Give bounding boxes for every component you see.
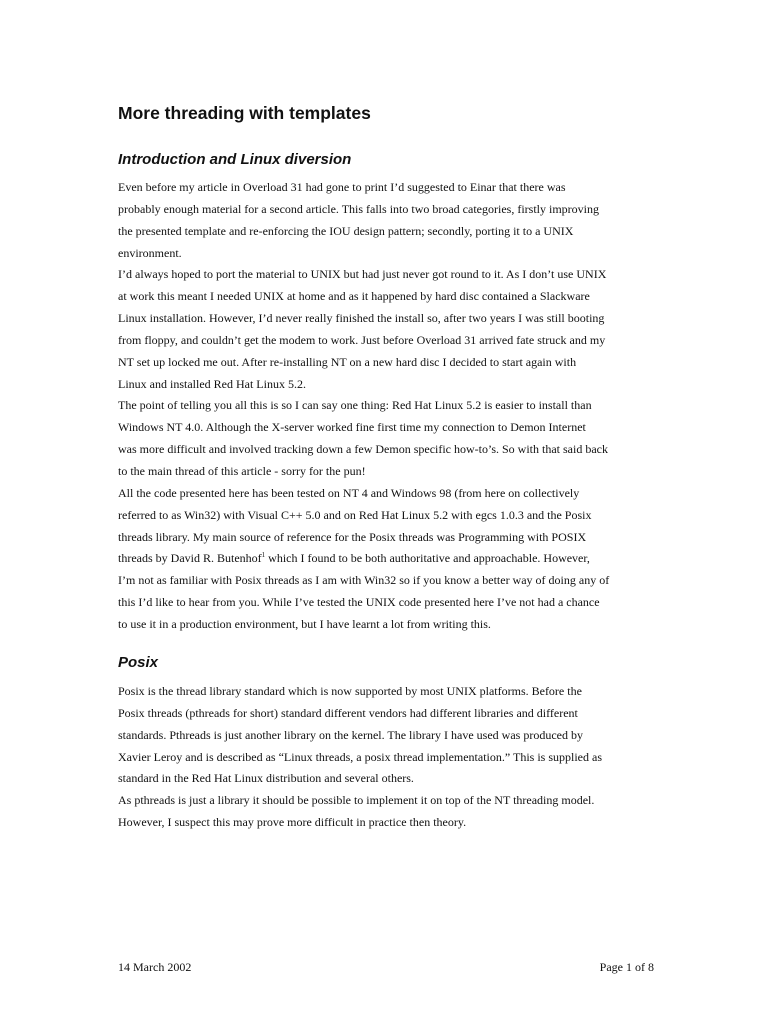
paragraph-line: referred to as Win32) with Visual C++ 5.0 and on Red Hat Linux 5.2 with egcs 1.0.3 and the Posix	[118, 507, 592, 522]
footnote-marker: 1	[261, 551, 266, 560]
paragraph-line: standards. Pthreads is just another library on the kernel. The library I have used was produced by	[118, 727, 583, 742]
paragraph-line: to the main thread of this article - sorry for the pun!	[118, 463, 366, 478]
paragraph-line: Posix threads (pthreads for short) standard different vendors had different libraries and different	[118, 705, 578, 720]
paragraph-line: Windows NT 4.0. Although the X-server worked fine first time my connection to Demon Internet	[118, 420, 586, 435]
paragraph-line: the presented template and re-enforcing the IOU design pattern; secondly, porting it to a UNIX	[118, 223, 574, 238]
paragraph-line: The point of telling you all this is so I can say one thing: Red Hat Linux 5.2 is easier to install than	[118, 398, 592, 413]
paragraph-line: I’d always hoped to port the material to UNIX but had just never got round to it. As I don’t use UNIX	[118, 267, 607, 282]
footer-page-number: Page 1 of 8	[599, 960, 654, 974]
footnote-line-text-after: which I found to be both authoritative and approachable. However,	[265, 551, 590, 566]
paragraph-line: environment.	[118, 245, 182, 260]
paragraph-line: Xavier Leroy and is described as “Linux threads, a posix thread implementation.” This is supplied as	[118, 749, 602, 764]
paragraph-line: All the code presented here has been tested on NT 4 and Windows 98 (from here on collectively	[118, 485, 580, 500]
paragraph-line: was more difficult and involved tracking down a few Demon specific how-to’s. So with that said back	[118, 442, 608, 457]
footnote-line-text-before: threads by David R. Butenhof	[118, 551, 262, 566]
paragraph-line: this I’d like to hear from you. While I’ve tested the UNIX code presented here I’ve not had a chance	[118, 595, 600, 610]
paragraph-line-with-footnote	[118, 548, 663, 570]
section-heading-introduction: Introduction and Linux diversion	[118, 151, 352, 168]
paragraph-line: NT set up locked me out. After re-installing NT on a new hard disc I decided to start again with	[118, 354, 577, 369]
paragraph-line: Posix is the thread library standard which is now supported by most UNIX platforms. Before the	[118, 684, 582, 698]
paragraph-line: Linux installation. However, I’d never really finished the install so, after two years I was still booting	[118, 311, 605, 326]
section-body-introduction	[118, 177, 663, 636]
paragraph-line: to use it in a production environment, but I have learnt a lot from writing this.	[118, 616, 491, 631]
paragraph-line: from floppy, and couldn’t get the modem to work. Just before Overload 31 arrived fate struck and my	[118, 332, 606, 347]
paragraph-line: standard in the Red Hat Linux distribution and several others.	[118, 771, 414, 786]
paragraph-line: Linux and installed Red Hat Linux 5.2.	[118, 376, 306, 391]
paragraph-line: threads library. My main source of reference for the Posix threads was Programming with POSIX	[118, 529, 587, 544]
paragraph-line: As pthreads is just a library it should be possible to implement it on top of the NT threading model.	[118, 793, 595, 808]
paragraph-line: at work this meant I needed UNIX at home and as it happened by hard disc contained a Slackware	[118, 289, 590, 304]
paragraph-line: Even before my article in Overload 31 had gone to print I’d suggested to Einar that there was	[118, 180, 566, 194]
section-body-posix	[118, 681, 663, 834]
footer-date: 14 March 2002	[118, 960, 192, 974]
section-heading-posix: Posix	[118, 654, 159, 671]
paragraph-line: I’m not as familiar with Posix threads as I am with Win32 so if you know a better way of doing any of	[118, 573, 610, 588]
paragraph-line: However, I suspect this may prove more difficult in practice then theory.	[118, 815, 467, 830]
paragraph-line: probably enough material for a second article. This falls into two broad categories, firstly improving	[118, 201, 599, 216]
document-title: More threading with templates	[118, 103, 371, 123]
